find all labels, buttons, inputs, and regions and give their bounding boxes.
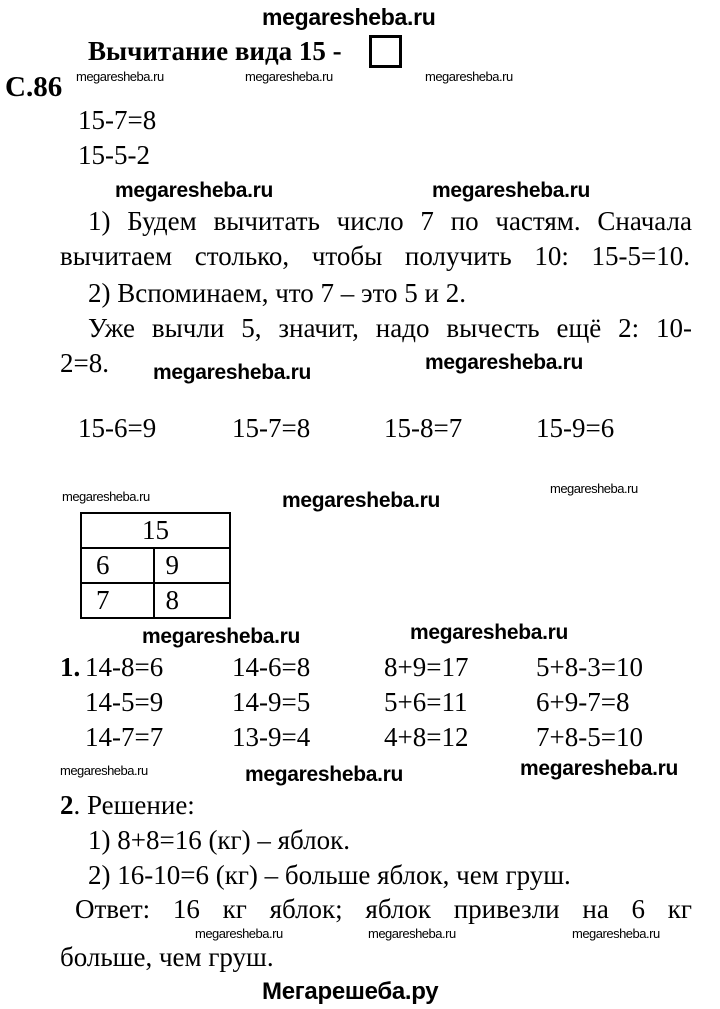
example-item: 15-9=6 bbox=[536, 413, 615, 443]
watermark: megaresheba.ru bbox=[245, 69, 333, 84]
example-item: 15-6=9 bbox=[78, 413, 157, 443]
answer-line: больше, чем груш. bbox=[60, 942, 274, 972]
table-cell: 9 bbox=[154, 548, 230, 583]
watermark: megaresheba.ru bbox=[142, 625, 301, 648]
example-item: 15-8=7 bbox=[384, 413, 463, 443]
example-line: 15-7=8 bbox=[78, 105, 157, 135]
solution-line: 2) 16-10=6 (кг) – больше яблок, чем груш. bbox=[88, 860, 571, 890]
watermark: megaresheba.ru bbox=[245, 763, 404, 786]
watermark: megaresheba.ru bbox=[262, 4, 436, 30]
explanation-line: Уже вычли 5, значит, надо вычесть ещё 2: 10- bbox=[88, 313, 692, 343]
task-item: 8+9=17 bbox=[384, 652, 469, 682]
task-item: 4+8=12 bbox=[384, 722, 469, 752]
watermark: megaresheba.ru bbox=[153, 361, 312, 384]
watermark: megaresheba.ru bbox=[368, 926, 456, 941]
table-cell: 6 bbox=[81, 548, 154, 583]
task-item: 14-8=6 bbox=[85, 652, 164, 682]
task-item: 14-7=7 bbox=[85, 722, 164, 752]
explanation-line: 1) Будем вычитать число 7 по частям. Сначала bbox=[88, 206, 692, 236]
task-number: 2 bbox=[60, 790, 74, 820]
task-item: 14-6=8 bbox=[232, 652, 311, 682]
watermark: megaresheba.ru bbox=[282, 489, 441, 512]
watermark: megaresheba.ru bbox=[410, 621, 569, 644]
task-item: 14-9=5 bbox=[232, 687, 311, 717]
watermark: megaresheba.ru bbox=[76, 69, 164, 84]
task-item: 14-5=9 bbox=[85, 687, 164, 717]
watermark: megaresheba.ru bbox=[572, 926, 660, 941]
footer-watermark: Мегарешеба.ру bbox=[262, 978, 439, 1005]
explanation-line: 2=8. bbox=[60, 348, 109, 378]
page-title: Вычитание вида 15 - bbox=[88, 36, 342, 66]
task-item: 7+8-5=10 bbox=[536, 722, 643, 752]
task-item: 5+6=11 bbox=[384, 687, 468, 717]
number-composition-table bbox=[80, 512, 231, 619]
watermark: megaresheba.ru bbox=[60, 763, 148, 778]
page-number: С.86 bbox=[5, 71, 63, 103]
task-number: 1. bbox=[60, 652, 81, 682]
watermark: megaresheba.ru bbox=[432, 179, 591, 202]
empty-box-icon bbox=[369, 35, 402, 68]
task-item: 5+8-3=10 bbox=[536, 652, 643, 682]
table-cell: 8 bbox=[154, 583, 230, 618]
watermark: megaresheba.ru bbox=[550, 481, 638, 496]
task2-heading-text: . Решение: bbox=[73, 790, 195, 820]
explanation-line: 2) Вспоминаем, что 7 – это 5 и 2. bbox=[88, 278, 466, 308]
task-item: 13-9=4 bbox=[232, 722, 311, 752]
task-item: 6+9-7=8 bbox=[536, 687, 630, 717]
answer-line: Ответ: 16 кг яблок; яблок привезли на 6 кг bbox=[75, 894, 692, 924]
task2-heading bbox=[60, 792, 195, 819]
example-line: 15-5-2 bbox=[78, 140, 150, 170]
watermark: megaresheba.ru bbox=[115, 179, 274, 202]
watermark: megaresheba.ru bbox=[520, 757, 679, 780]
watermark: megaresheba.ru bbox=[62, 489, 150, 504]
solution-line: 1) 8+8=16 (кг) – яблок. bbox=[88, 825, 350, 855]
watermark: megaresheba.ru bbox=[425, 351, 584, 374]
table-cell: 7 bbox=[81, 583, 154, 618]
explanation-line: вычитаем столько, чтобы получить 10: 15-5=10. bbox=[60, 241, 690, 271]
watermark: megaresheba.ru bbox=[195, 926, 283, 941]
example-item: 15-7=8 bbox=[232, 413, 311, 443]
watermark: megaresheba.ru bbox=[425, 69, 513, 84]
table-top-cell: 15 bbox=[81, 513, 230, 548]
